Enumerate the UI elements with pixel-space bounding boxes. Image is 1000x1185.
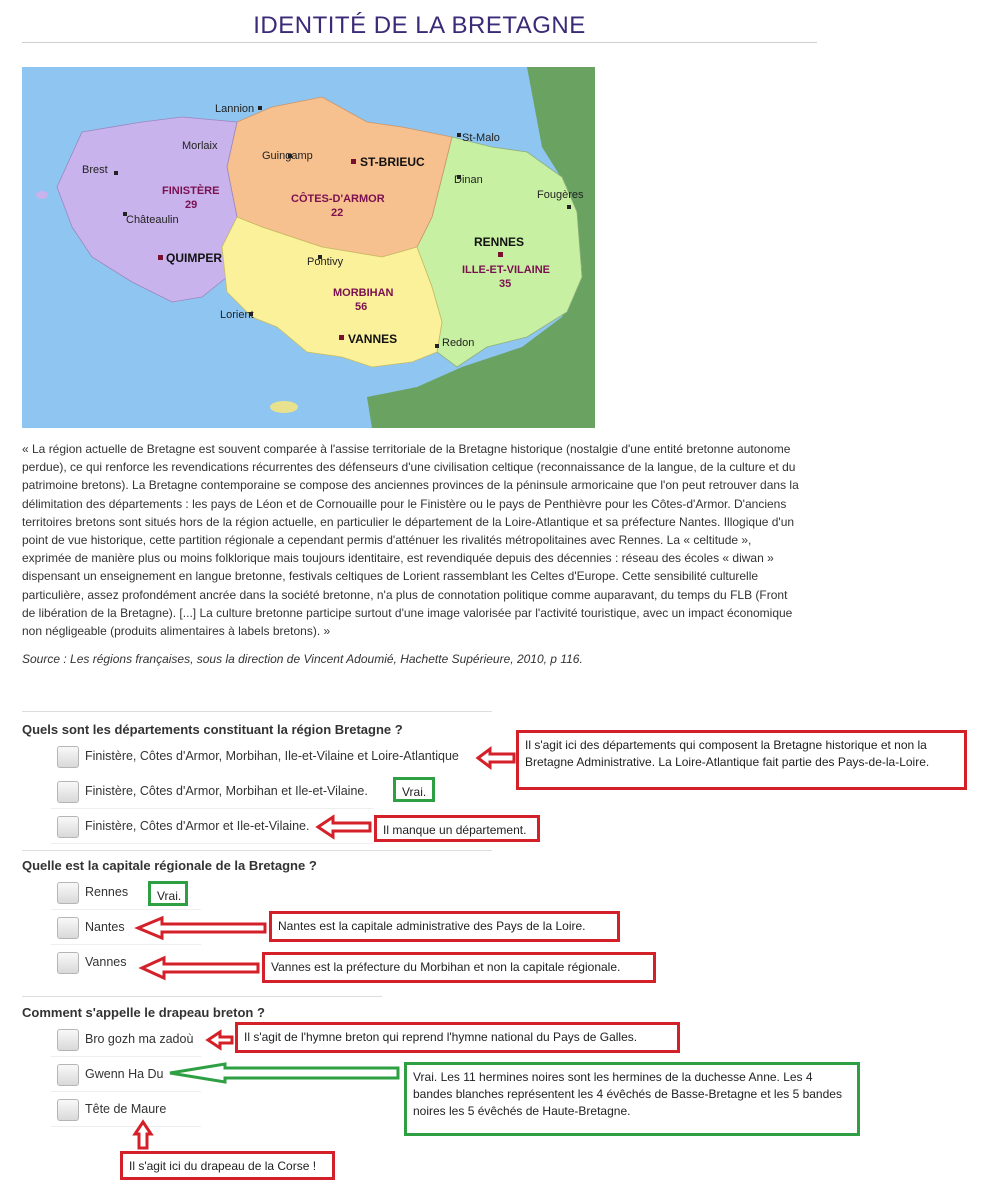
feedback-note-q1-2: Vrai. <box>393 777 435 802</box>
city-guingamp: Guingamp <box>262 150 313 162</box>
question-3-title: Comment s'appelle le drapeau breton ? <box>22 1005 265 1020</box>
question-1-title: Quels sont les départements constituant la région Bretagne ? <box>22 722 403 737</box>
city-morlaix: Morlaix <box>182 140 218 152</box>
option-label: Nantes <box>85 920 125 934</box>
option-label: Rennes <box>85 885 129 899</box>
option-label: Finistère, Côtes d'Armor et Ile-et-Vilaine. <box>85 819 310 833</box>
dept-cotes-num: 22 <box>331 207 344 219</box>
city-redon: Redon <box>442 337 475 349</box>
city-st-brieuc: ST-BRIEUC <box>360 155 425 169</box>
option-label: Vannes <box>85 955 127 969</box>
city-dinan: Dinan <box>454 174 483 186</box>
city-chateaulin: Châteaulin <box>126 214 179 226</box>
dept-morbihan-num: 56 <box>355 301 368 313</box>
quote-text: « La région actuelle de Bretagne est souvent comparée à l'assise territoriale de la Bretagne historique (nostalgie d'une entité bretonne autonome perdue), ce qui renforce les revendications récurrentes des défenseurs d'une civilisation celtique (reconnaissance de la langue, de la culture et du patrimoine bretons). La Bretagne contemporaine se compose des anciennes provinces de la péninsule armoricaine que l'on peut retrouver dans la délimitation des départements : les pays de Léon et de Cornouaille pour le Finistère ou le pays de Penthièvre pour les Côtes-d'Armor. D'anciens territoires bretons sont situés hors de la région actuelle, en particulier le département de la Loire-Atlantique et sa préfecture Nantes. Illogique d'un point de vue historique, cette partition régionale a cependant permis d'atténuer les rivalités métropolitaines avec Rennes. La « celtitude », exprimée de manière plus ou moins folklorique mais toujours identitaire, est revendiquée depuis des décennies : réseau des écoles « diwan » dispensant un enseignement en langue bretonne, festivals celtiques de Lorient rassemblant les Celtes d'Europe. Cette sensibilité culturelle particulière, assez profondément ancrée dans la société bretonne, n'a plus de connotation politique comme auparavant, du temps du FLB (Front de libération de la Bretagne). [...] La culture bretonne participe surtout d'une image valorisée par l'activité touristique, avec un impact économique non négligeable (produits alimentaires à labels bretons). » <box>22 442 799 639</box>
feedback-note-q2-2: Nantes est la capitale administrative des Pays de la Loire. <box>269 911 620 942</box>
feedback-note-q2-3: Vannes est la préfecture du Morbihan et non la capitale régionale. <box>262 952 656 983</box>
city-st-malo: St-Malo <box>462 132 500 144</box>
arrow-left-icon <box>138 918 265 938</box>
quote-source: Source : Les régions françaises, sous la direction de Vincent Adoumié, Hachette Supérieure, 2010, p 116. <box>22 652 583 666</box>
arrow-left-icon <box>318 817 370 837</box>
arrow-left-icon <box>170 1064 398 1082</box>
question-2-title: Quelle est la capitale régionale de la Bretagne ? <box>22 858 317 873</box>
dept-morbihan-name: MORBIHAN <box>333 287 394 299</box>
city-quimper: QUIMPER <box>166 251 223 265</box>
option-label: Bro gozh ma zadoù <box>85 1032 194 1046</box>
arrow-left-icon <box>478 749 514 767</box>
city-vannes: VANNES <box>348 332 398 346</box>
feedback-note-q3-1: Il s'agit de l'hymne breton qui reprend l'hymne national du Pays de Galles. <box>235 1022 680 1053</box>
option-label: Tête de Maure <box>85 1102 167 1116</box>
feedback-note-q3-3: Il s'agit ici du drapeau de la Corse ! <box>120 1151 335 1180</box>
feedback-note-q2-1: Vrai. <box>148 881 188 906</box>
dept-ille-num: 35 <box>499 278 512 290</box>
option-label: Finistère, Côtes d'Armor, Morbihan et Ile-et-Vilaine. <box>85 784 368 798</box>
arrow-left-icon <box>208 1032 232 1048</box>
city-fougeres: Fougères <box>537 189 584 201</box>
feedback-note-q3-2: Vrai. Les 11 hermines noires sont les hermines de la duchesse Anne. Les 4 bandes blanches représentent les 4 évêchés de Basse-Bretagne et les 5 bandes noires les 5 évêchés de Haute-Bretagne. <box>404 1062 860 1136</box>
arrow-left-icon <box>142 958 258 978</box>
option-label: Finistère, Côtes d'Armor, Morbihan, Ile-et-Vilaine et Loire-Atlantique <box>85 749 459 763</box>
page-title: IDENTITÉ DE LA BRETAGNE <box>253 12 586 39</box>
dept-finistere-num: 29 <box>185 199 198 211</box>
city-pontivy: Pontivy <box>307 256 344 268</box>
dept-finistere-name: FINISTÈRE <box>162 185 220 197</box>
feedback-note-q1-3: Il manque un département. <box>374 815 540 842</box>
city-lannion: Lannion <box>215 103 255 115</box>
dept-cotes-name: CÔTES-D'ARMOR <box>291 193 385 205</box>
city-lorient: Lorient <box>220 309 254 321</box>
city-brest: Brest <box>82 164 108 176</box>
arrow-up-icon <box>135 1122 151 1148</box>
feedback-note-q1-1: Il s'agit ici des départements qui composent la Bretagne historique et non la Bretagne Administrative. La Loire-Atlantique fait partie des Pays-de-la-Loire. <box>516 730 967 790</box>
dept-ille-name: ILLE-ET-VILAINE <box>462 264 550 276</box>
city-rennes: RENNES <box>474 235 525 249</box>
option-label: Gwenn Ha Du <box>85 1067 164 1081</box>
